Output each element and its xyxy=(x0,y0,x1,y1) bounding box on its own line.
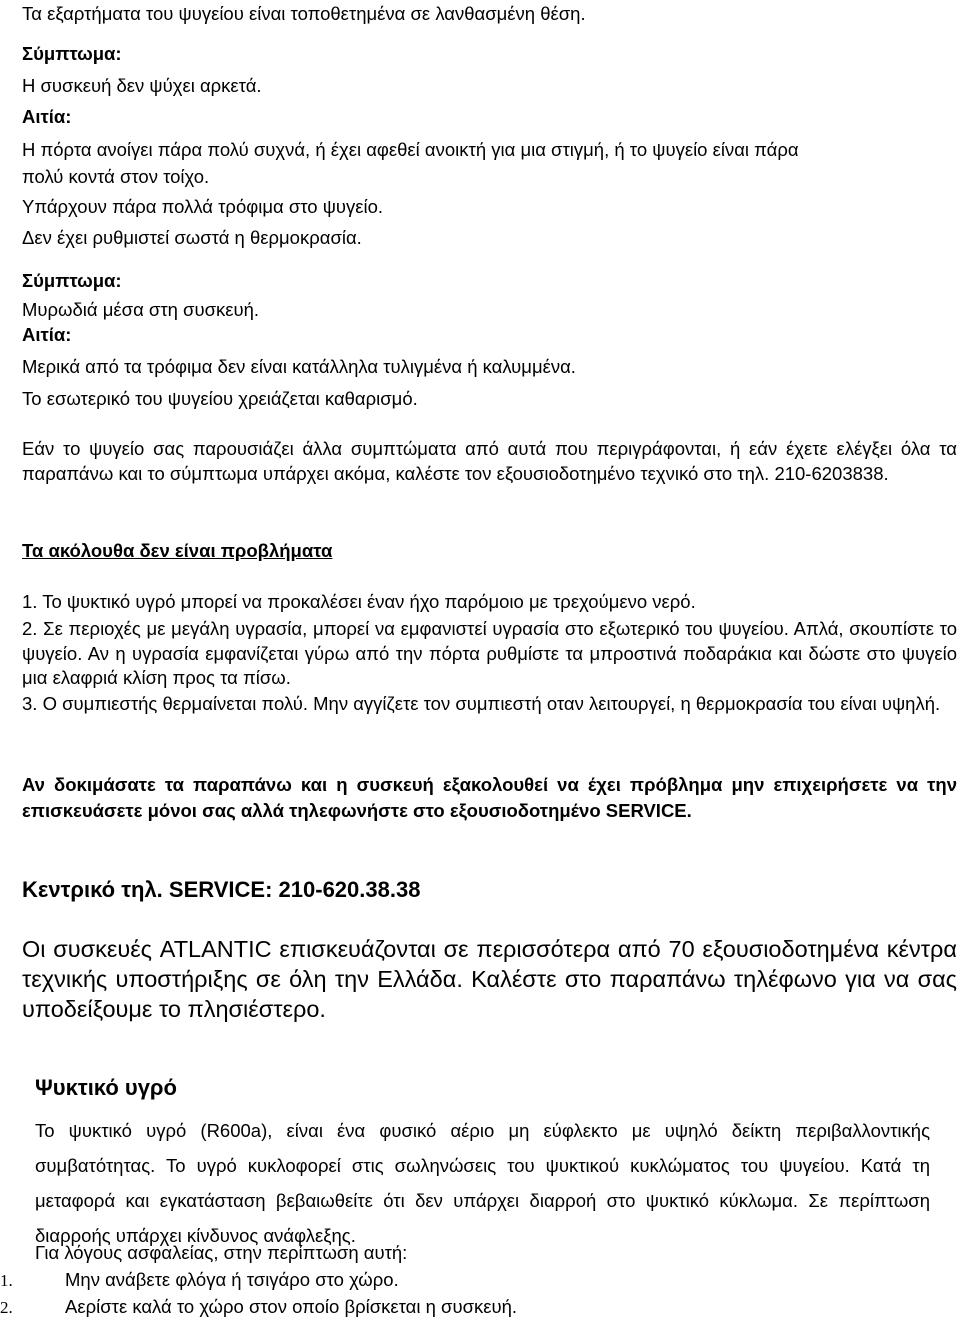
not-problems-item-2: 2. Σε περιοχές με μεγάλη υγρασία, μπορεί να εμφανιστεί υγρασία στο εξωτερικό του ψυγείου. Απλά, σκουπίστε το ψυγείο. Αν η υγρασία εμφανίζεται γύρω από την πόρτα ρυθμίστε τα μπροστινά ποδαράκια και δώστε στο ψυγείο μια ελαφριά κλίση προς τα πίσω. xyxy=(22,618,957,688)
cause-label: Αιτία: xyxy=(22,106,72,127)
cause-text: Μερικά από τα τρόφιμα δεν είναι κατάλληλα τυλιγμένα ή καλυμμένα. xyxy=(22,356,576,377)
cause-text: Δεν έχει ρυθμιστεί σωστά η θερμοκρασία. xyxy=(22,227,362,248)
not-problems-heading: Τα ακόλουθα δεν είναι προβλήματα xyxy=(22,540,333,561)
list-number: 2. xyxy=(0,1298,13,1317)
safety-list-item xyxy=(0,1269,399,1292)
refrigerant-heading: Ψυκτικό υγρό xyxy=(35,1075,177,1100)
symptom-text: Η συσκευή δεν ψύχει αρκετά. xyxy=(22,75,262,96)
safety-list-item xyxy=(0,1296,517,1319)
cause-text: Η πόρτα ανοίγει πάρα πολύ συχνά, ή έχει αφεθεί ανοικτή για μια στιγμή, ή το ψυγείο είναι πάρα xyxy=(22,139,799,160)
central-service-phone: Κεντρικό τηλ. SERVICE: 210-620.38.38 xyxy=(22,877,421,902)
list-number: 1. xyxy=(0,1271,13,1290)
other-symptoms-paragraph: Εάν το ψυγείο σας παρουσιάζει άλλα συμπτώματα από αυτά που περιγράφονται, ή εάν έχετε ελέγξει όλα τα παραπάνω και το σύμπτωμα υπάρχει ακόμα, καλέστε τον εξουσιοδοτημένο τεχνικό στο τηλ. 210-6203838. xyxy=(22,438,957,484)
symptom-label: Σύμπτωμα: xyxy=(22,43,122,64)
atlantic-service-text: Οι συσκευές ATLANTIC επισκευάζονται σε περισσότερα από 70 εξουσιοδοτημένα κέντρα τεχνικής υποστήριξης σε όλη την Ελλάδα. Καλέστε στο παραπάνω τηλέφωνο για να σας υποδείξουμε το πλησιέστερο. xyxy=(22,936,957,1022)
cause-text: πολύ κοντά στον τοίχο. xyxy=(22,166,210,187)
service-warning: Αν δοκιμάσατε τα παραπάνω και η συσκευή εξακολουθεί να έχει πρόβλημα μην επιχειρήσετε να την επισκευάσετε μόνοι σας αλλά τηλεφωνήστε στο εξουσιοδοτημένο SERVICE. xyxy=(22,774,957,821)
list-text: Αερίστε καλά το χώρο στον οποίο βρίσκεται η συσκευή. xyxy=(65,1296,518,1317)
symptom-text: Μυρωδιά μέσα στη συσκευή. xyxy=(22,299,260,320)
symptom-label: Σύμπτωμα: xyxy=(22,270,122,291)
tilted-parts-line: Τα εξαρτήματα του ψυγείου είναι τοποθετημένα σε λανθασμένη θέση. xyxy=(22,3,586,24)
refrigerant-paragraph: Το ψυκτικό υγρό (R600a), είναι ένα φυσικό αέριο μη εύφλεκτο με υψηλό δείκτη περιβαλλοντικής συμβατότητας. Το υγρό κυκλοφορεί στις σωληνώσεις του ψυκτικού κυκλώματος του ψυγείου. Κατά τη μεταφορά και εγκατάσταση βεβαιωθείτε ότι δεν υπάρχει διαρροή στο ψυκτικό κύκλωμα. Σε περίπτωση διαρροής υπάρχει κίνδυνος ανάφλεξης. xyxy=(35,1120,930,1246)
not-problems-item-1: 1. Το ψυκτικό υγρό μπορεί να προκαλέσει έναν ήχο παρόμοιο με τρεχούμενο νερό. xyxy=(22,591,696,612)
cause-text: Το εσωτερικό του ψυγείου χρειάζεται καθαρισμό. xyxy=(22,388,418,409)
not-problems-item-3: 3. Ο συμπιεστής θερμαίνεται πολύ. Μην αγγίζετε τον συμπιεστή οταν λειτουργεί, η θερμοκρασία του είναι υψηλή. xyxy=(22,693,941,714)
list-text: Μην ανάβετε φλόγα ή τσιγάρο στο χώρο. xyxy=(65,1269,399,1290)
cause-text: Υπάρχουν πάρα πολλά τρόφιμα στο ψυγείο. xyxy=(22,196,384,217)
safety-intro: Για λόγους ασφαλείας, στην περίπτωση αυτή: xyxy=(35,1242,408,1263)
cause-label: Αιτία: xyxy=(22,324,72,345)
